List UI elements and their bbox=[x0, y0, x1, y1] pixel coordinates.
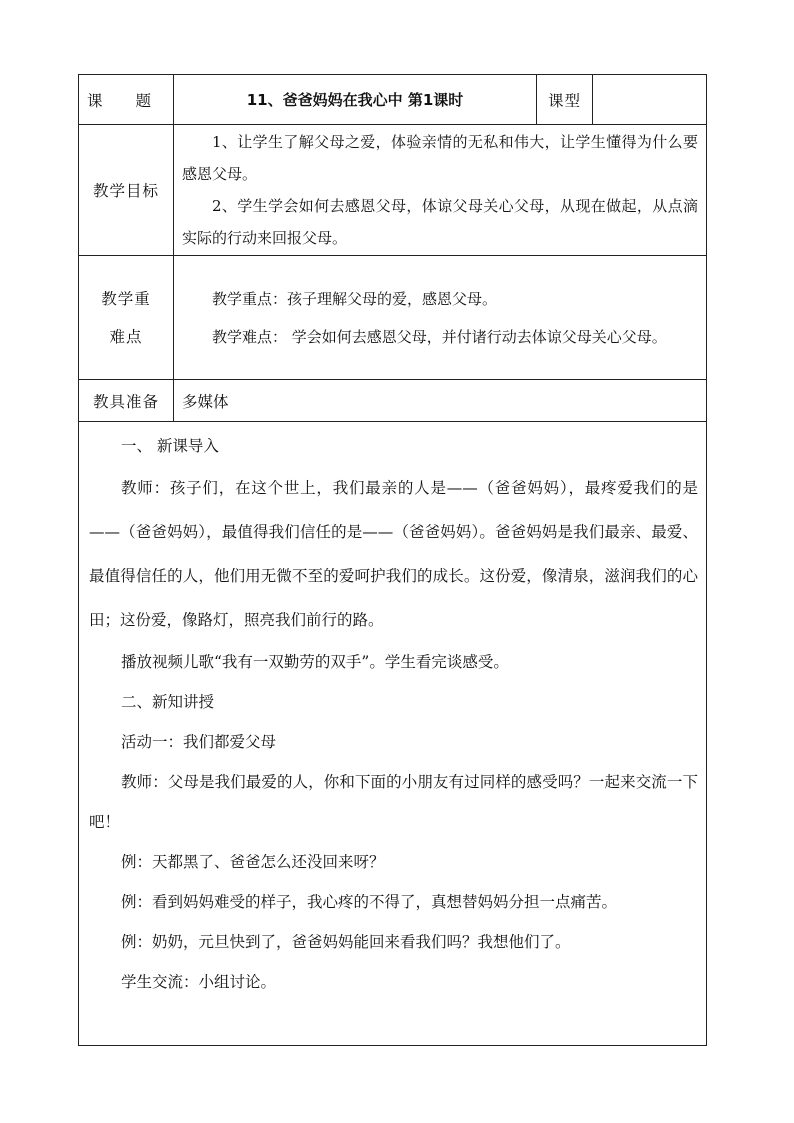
topic-label: 课 题 bbox=[79, 75, 174, 125]
lesson-type-value bbox=[593, 75, 707, 125]
process-row bbox=[79, 422, 707, 1046]
section1-title: 一、 新课导入 bbox=[121, 437, 219, 455]
key-points-label-line2: 难点 bbox=[109, 327, 143, 346]
key-points-label bbox=[79, 256, 174, 380]
objectives-row bbox=[79, 125, 707, 256]
discussion-text: 学生交流：小组讨论。 bbox=[121, 973, 277, 991]
objective-item: 1、让学生了解父母之爱，体验亲情的无私和伟大，让学生懂得为什么要感恩父母。 bbox=[182, 133, 698, 183]
key-difficulty: 教学难点： 学会如何去感恩父母，并付诸行动去体谅父母关心父母。 bbox=[212, 327, 667, 346]
activity1-title: 活动一：我们都爱父母 bbox=[121, 733, 277, 751]
key-points-label-line1: 教学重 bbox=[101, 289, 151, 308]
video-text: 播放视频儿歌“我有一双勤劳的双手”。学生看完谈感受。 bbox=[121, 653, 509, 671]
objectives-label: 教学目标 bbox=[79, 125, 174, 256]
section1-text: 教师：孩子们，在这个世上，我们最亲的人是——（爸爸妈妈），最疼爱我们的是——（爸爸妈妈），最值得我们信任的是——（爸爸妈妈）。爸爸妈妈是我们最亲、最爱、最值得信任的人，他们用无微不至的爱呵护我们的成长。这份爱，像清泉，滋润我们的心田；这份爱，像路灯，照亮我们前行的路。 bbox=[89, 479, 698, 629]
objectives-content bbox=[174, 125, 707, 256]
lesson-type-label: 课型 bbox=[537, 75, 593, 125]
materials-label: 教具准备 bbox=[79, 380, 174, 422]
section2-title: 二、新知讲授 bbox=[121, 693, 215, 711]
example-item: 例：奶奶，元旦快到了，爸爸妈妈能回来看我们吗？我想他们了。 bbox=[121, 933, 571, 951]
example-item: 例：看到妈妈难受的样子，我心疼的不得了，真想替妈妈分担一点痛苦。 bbox=[121, 893, 618, 911]
key-points-row bbox=[79, 256, 707, 380]
lesson-title: 11、爸爸妈妈在我心中 第1课时 bbox=[174, 75, 537, 125]
header-row bbox=[79, 75, 707, 125]
objective-item: 2、学生学会如何去感恩父母，体谅父母关心父母，从现在做起，从点滴实际的行动来回报父母。 bbox=[182, 197, 698, 247]
lesson-plan-table bbox=[78, 74, 707, 1046]
activity1-text: 教师：父母是我们最爱的人，你和下面的小朋友有过同样的感受吗？一起来交流一下吧！ bbox=[89, 773, 698, 831]
example-item: 例：天都黑了、爸爸怎么还没回来呀？ bbox=[121, 853, 385, 871]
key-focus: 教学重点：孩子理解父母的爱，感恩父母。 bbox=[212, 289, 498, 308]
materials-value: 多媒体 bbox=[174, 380, 707, 422]
key-points-content bbox=[174, 256, 707, 380]
materials-row bbox=[79, 380, 707, 422]
process-content bbox=[79, 422, 707, 1046]
